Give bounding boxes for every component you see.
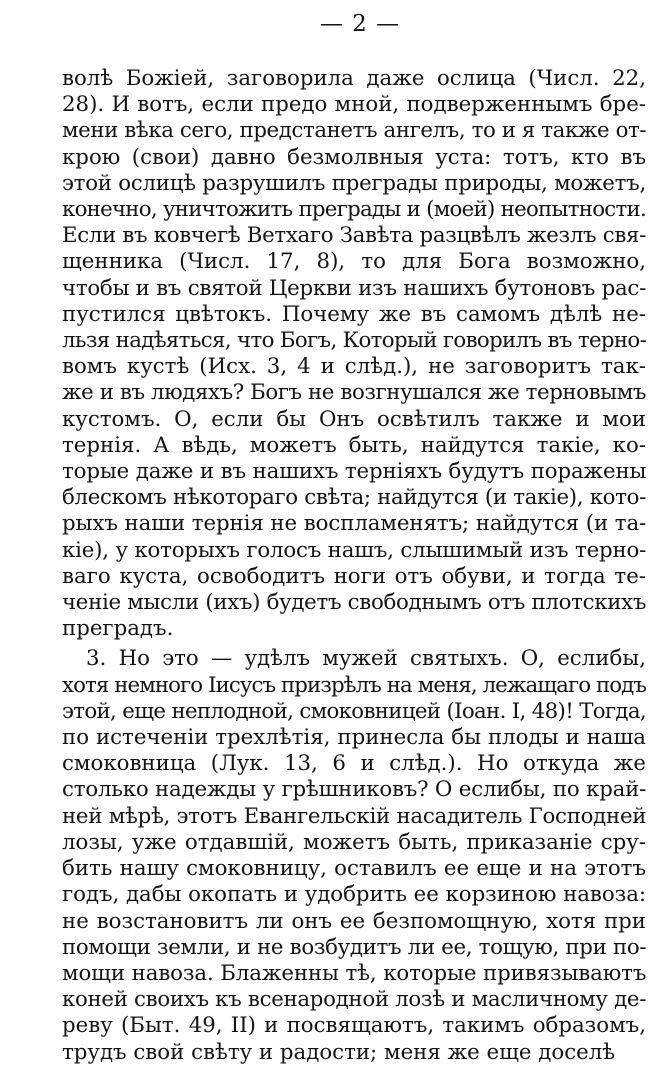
text-line: крою (свои) давно безмолвныя уста: тотъ, кто въ [62, 144, 646, 170]
text-line: столько надежды у грѣшниковъ? О еслибы, по край- [62, 777, 647, 803]
text-line: Если въ ковчегѣ Ветхаго Завѣта разцвѣлъ жезлъ свя- [62, 223, 646, 249]
text-line: ней мѣрѣ, этотъ Евангельскій насадитель Господней [62, 803, 647, 829]
page-number: — 2 — [319, 11, 401, 37]
text-line: трудъ свой свѣту и радости; меня же еще доселѣ [62, 1039, 616, 1065]
text-line: кіе), у которыхъ голосъ нашъ, слышимый изъ терно- [62, 537, 647, 563]
text-line: ченіе мысли (ихъ) будетъ свободнымъ отъ плотскихъ [62, 590, 647, 616]
text-line: мени вѣка сего, предстанетъ ангелъ, то и я также от- [62, 118, 647, 144]
text-line: тернія. А вѣдь, можетъ быть, найдутся такіе, ко- [62, 432, 646, 458]
text-line: годъ, дабы окопать и удобрить ее корзиною навоза: [62, 882, 646, 908]
text-line: не возстановитъ ли онъ ее безпомощную, хотя при [62, 908, 646, 934]
text-line: блескомъ нѣкотораго свѣта; найдутся (и такіе), кото- [62, 485, 646, 511]
text-line: мощи навоза. Блаженны тѣ, которые привязываютъ [62, 960, 647, 986]
text-line: хотя немного Іисусъ призрѣлъ на меня, лежащаго подъ [62, 672, 646, 698]
text-line: торые даже и въ нашихъ терніяхъ будутъ поражены [62, 459, 647, 485]
text-line: кустомъ. О, если бы Онъ освѣтилъ также и мои [62, 406, 646, 432]
text-line: вомъ кустѣ (Исх. 3, 4 и слѣд.), не заговоритъ так- [62, 354, 646, 380]
paragraph [62, 646, 646, 1065]
text-line: лозы, уже отдавшій, можетъ быть, приказаніе сру- [62, 829, 646, 855]
text-line: же и въ людяхъ? Богъ не возгнушался же терновымъ [62, 380, 646, 406]
text-line: преградъ. [62, 616, 174, 642]
body-text [62, 66, 646, 1066]
text-line: чтобы и въ святой Церкви изъ нашихъ бутоновъ рас- [62, 275, 646, 301]
text-line: конечно, уничтожить преграды и (моей) неопытности. [62, 197, 646, 223]
text-line: рыхъ наши тернія не воспламенятъ; найдутся (и та- [62, 511, 647, 537]
text-line: коней своихъ къ всенародной лозѣ и масличному де- [62, 987, 647, 1013]
text-line: этой ослицѣ разрушилъ преграды природы, можетъ, [62, 170, 646, 196]
text-line: 3. Но это — удѣлъ мужей святыхъ. О, еслибы, [86, 646, 646, 672]
text-line: щенника (Числ. 17, 8), то для Бога возможно, [62, 249, 646, 275]
text-line: реву (Быт. 49, ІІ) и посвящаютъ, такимъ образомъ, [62, 1013, 646, 1039]
text-line: пустился цвѣтокъ. Почему же въ самомъ дѣлѣ не- [62, 301, 646, 327]
text-line: помощи земли, и не возбудитъ ли ее, тощую, при по- [62, 934, 647, 960]
text-line: 28). И вотъ, если предо мной, подверженнымъ бре- [62, 92, 646, 118]
text-line: волѣ Божіей, заговорила даже ослица (Числ. 22, [62, 66, 646, 91]
text-line: этой, еще неплодной, смоковницей (Іоан. І, 48)! Тогда, [62, 698, 646, 724]
text-line: по истеченіи трехлѣтія, принесла бы плоды и наша [62, 725, 646, 751]
text-line: бить нашу смоковницу, оставилъ ее еще и на этотъ [62, 856, 646, 882]
text-line: смоковница (Лук. 13, 6 и слѣд.). Но откуда же [62, 751, 646, 777]
paragraph [62, 66, 646, 642]
text-line: льзя надѣяться, что Богъ, Который говорилъ въ терно- [62, 328, 647, 354]
text-line: ваго куста, освободитъ ноги отъ обуви, и тогда те- [62, 563, 646, 589]
